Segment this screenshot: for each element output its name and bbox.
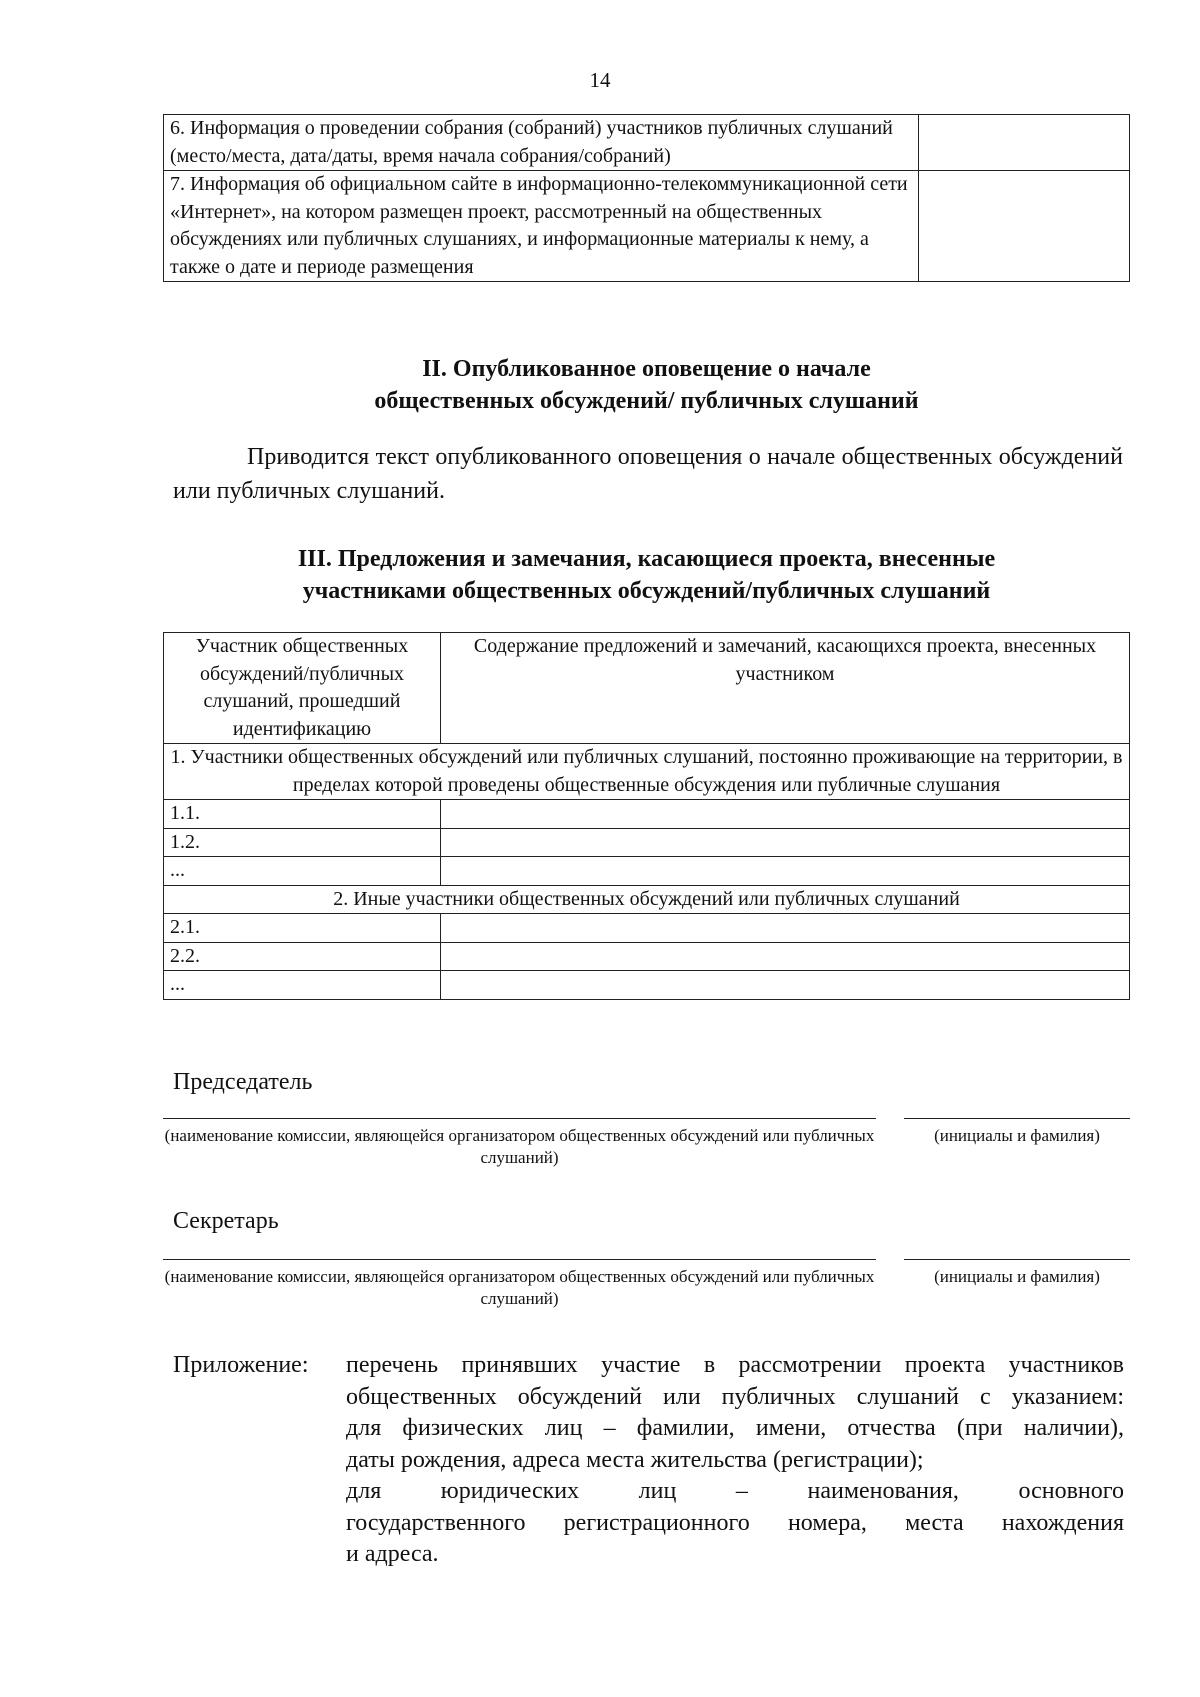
appendix-line: даты рождения, адреса места жительства (регистрации); <box>346 1446 924 1473</box>
chair-name-line <box>904 1118 1130 1119</box>
table-row <box>164 171 1130 282</box>
appendix-text <box>346 1350 1124 1571</box>
table-row <box>164 857 1130 886</box>
table-row <box>164 971 1130 1000</box>
appendix-line: для физических лиц – фамилии, имени, отчества (при наличии), <box>346 1415 1124 1441</box>
chair-title: Председатель <box>173 1069 313 1095</box>
chair-commission-caption: (наименование комиссии, являющейся организатором общественных обсуждений или публичных слушаний) <box>164 1126 875 1167</box>
table-row <box>164 115 1130 171</box>
group-row <box>164 744 1130 800</box>
proposals-table <box>163 632 1130 1000</box>
section-2-heading <box>163 353 1130 417</box>
row-content <box>441 942 1130 971</box>
section-2-heading-line1: II. Опубликованное оповещение о начале <box>422 356 871 382</box>
row-number: ... <box>164 971 441 1000</box>
row-number: 1.1. <box>164 800 441 829</box>
appendix-line: государственного регистрационного номера, места нахождения <box>346 1509 1124 1536</box>
row-content <box>441 857 1130 886</box>
participant-column-header: Участник общественных обсуждений/публичных слушаний, прошедший идентификацию <box>164 633 441 744</box>
row-number: 1.2. <box>164 828 441 857</box>
info-row-6-value <box>919 115 1130 171</box>
row-content <box>441 828 1130 857</box>
table-row <box>164 942 1130 971</box>
page-number: 14 <box>589 68 611 92</box>
content-column-header: Содержание предложений и замечаний, касающихся проекта, внесенных участником <box>441 633 1130 744</box>
secretary-commission-line <box>163 1259 876 1260</box>
section-3-heading-line1: III. Предложения и замечания, касающиеся проекта, внесенные <box>297 546 996 572</box>
group-row <box>164 885 1130 914</box>
row-number: 2.2. <box>164 942 441 971</box>
table-row <box>164 914 1130 943</box>
info-table <box>163 114 1130 282</box>
appendix-line: перечень принявших участие в рассмотрении проекта участников <box>346 1352 1124 1378</box>
table-row <box>164 828 1130 857</box>
row-number: 2.1. <box>164 914 441 943</box>
appendix-line: общественных обсуждений или публичных слушаний с указанием: <box>346 1383 1124 1410</box>
section-3-heading-line2: участниками общественных обсуждений/публичных слушаний <box>302 578 991 604</box>
info-row-7-value <box>919 171 1130 282</box>
appendix-line: для юридических лиц – наименования, основного <box>346 1478 1124 1504</box>
row-content <box>441 800 1130 829</box>
section-3-heading <box>163 543 1130 607</box>
appendix-label: Приложение: <box>173 1352 309 1378</box>
group-2-title: 2. Иные участники общественных обсуждений или публичных слушаний <box>164 885 1130 914</box>
group-1-title: 1. Участники общественных обсуждений или публичных слушаний, постоянно проживающие на территории, в пределах которой проведены общественные обсуждения или публичные слушания <box>164 744 1130 800</box>
info-row-7-text: 7. Информация об официальном сайте в информационно-телекоммуникационной сети «Интернет», на котором размещен проект, рассмотренный на общественных обсуждениях или публичных слушаниях, и информационные материалы к нему, а также о дате и периоде размещения <box>164 171 919 282</box>
appendix-line: и адреса. <box>346 1541 439 1567</box>
table-row <box>164 800 1130 829</box>
secretary-name-line <box>904 1259 1130 1260</box>
row-number: ... <box>164 857 441 886</box>
chair-commission-line <box>163 1118 876 1119</box>
chair-name-caption: (инициалы и фамилия) <box>934 1126 1100 1145</box>
row-content <box>441 971 1130 1000</box>
info-row-6-text: 6. Информация о проведении собрания (собраний) участников публичных слушаний (место/места, дата/даты, время начала собрания/собраний) <box>164 115 919 171</box>
row-content <box>441 914 1130 943</box>
table-header-row <box>164 633 1130 744</box>
secretary-commission-caption: (наименование комиссии, являющейся организатором общественных обсуждений или публичных слушаний) <box>164 1267 875 1308</box>
section-2-heading-line2: общественных обсуждений/ публичных слушаний <box>374 388 919 414</box>
secretary-name-caption: (инициалы и фамилия) <box>934 1267 1100 1286</box>
secretary-title: Секретарь <box>173 1208 279 1234</box>
section-2-paragraph: Приводится текст опубликованного оповещения о начале общественных обсуждений или публичных слушаний. <box>173 444 1123 504</box>
